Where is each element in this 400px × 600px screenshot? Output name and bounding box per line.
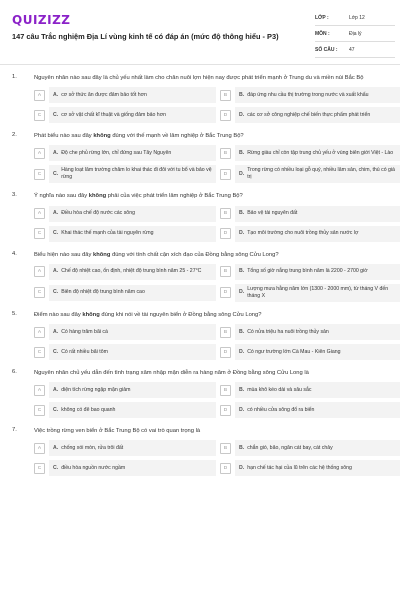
option-letter-badge[interactable]: D <box>220 228 231 239</box>
question-item <box>0 251 400 302</box>
option-box[interactable] <box>235 226 400 242</box>
option-text: chống xói mòn, rửa trôi đất <box>61 444 124 451</box>
option-box[interactable] <box>49 460 216 476</box>
option-letter: B. <box>239 268 245 275</box>
option-box[interactable] <box>235 107 400 123</box>
question-list <box>0 74 400 485</box>
meta-row-grade <box>315 10 395 26</box>
option-letter: B. <box>239 210 245 217</box>
option-text: hạn chế tác hại của lũ trên các hệ thống sông <box>247 464 352 471</box>
option-box[interactable] <box>49 344 216 360</box>
question-text <box>34 74 390 82</box>
answer-option[interactable] <box>220 440 400 456</box>
option-text: có nhiều cửa sông đổ ra biển <box>247 406 315 413</box>
question-item <box>0 311 400 360</box>
option-letter-badge[interactable]: B <box>220 327 231 338</box>
option-box[interactable] <box>49 382 216 398</box>
option-letter: A. <box>53 444 59 451</box>
option-box[interactable] <box>49 165 216 183</box>
question-number: 4. <box>12 250 17 257</box>
answer-option[interactable] <box>34 460 216 476</box>
option-letter: D. <box>239 111 245 118</box>
option-text: Lượng mưa hằng năm lớn (1300 - 2000 mm), từ tháng V đến tháng X <box>247 285 389 299</box>
question-text-part: Việc trồng rừng ven biển ở Bắc Trung Bộ có vai trò quan trọng là <box>34 428 201 435</box>
option-letter-badge[interactable]: A <box>34 90 45 101</box>
option-letter-badge[interactable]: D <box>220 169 231 180</box>
option-letter-badge[interactable]: B <box>220 443 231 454</box>
answer-options <box>0 264 400 302</box>
option-letter: B. <box>239 386 245 393</box>
option-letter-badge[interactable]: B <box>220 90 231 101</box>
answer-option[interactable] <box>34 264 216 280</box>
question-text <box>34 311 390 319</box>
option-letter: D. <box>239 170 245 177</box>
answer-option[interactable] <box>220 402 400 418</box>
option-box[interactable] <box>49 324 216 340</box>
answer-option[interactable] <box>220 165 400 183</box>
option-letter-badge[interactable]: A <box>34 443 45 454</box>
option-letter: C. <box>53 406 59 413</box>
question-emphasis: không <box>92 251 111 258</box>
option-text: Có ngư trường lớn Cà Mau - Kiên Giang <box>247 348 341 355</box>
option-letter-badge[interactable]: D <box>220 463 231 474</box>
question-text <box>34 427 390 435</box>
option-letter-badge[interactable]: C <box>34 287 45 298</box>
worksheet-header <box>0 0 400 62</box>
option-text: Trong rừng có nhiều loại gỗ quý, nhiều lâm sản, chim, thú có giá trị <box>247 167 395 181</box>
answer-option[interactable] <box>34 206 216 222</box>
option-box[interactable] <box>235 165 400 183</box>
option-text: Điều hòa chế độ nước các sông <box>61 210 135 217</box>
question-text <box>34 251 390 259</box>
question-emphasis: không <box>88 193 107 200</box>
answer-options <box>0 206 400 242</box>
option-box[interactable] <box>235 284 400 302</box>
option-box[interactable] <box>235 324 400 340</box>
option-letter-badge[interactable]: C <box>34 110 45 121</box>
question-emphasis: không <box>93 133 111 140</box>
answer-options <box>0 324 400 360</box>
question-header <box>0 132 400 140</box>
option-text: không có đê bao quanh <box>61 406 116 413</box>
question-text-part: Nguyên nhân chủ yếu dẫn đến tình trạng xâm nhập mặn diễn ra hàng năm ở Đồng bằng sông Cửu Long là <box>34 370 309 377</box>
question-text-part: đúng với thế mạnh về lâm nghiệp ở Bắc Trung Bộ? <box>110 133 244 140</box>
option-letter: B. <box>239 328 245 335</box>
question-text-part: Nguyên nhân nào sau đây là chủ yếu nhất làm cho chăn nuôi lợn hiện nay được phát triển mạnh ở Trung du và miền núi Bắc Bộ <box>34 75 364 81</box>
meta-value: Lớp 12 <box>349 14 365 21</box>
answer-option[interactable] <box>34 87 216 103</box>
option-letter-badge[interactable]: A <box>34 208 45 219</box>
question-item <box>0 369 400 418</box>
option-letter: D. <box>239 289 245 296</box>
option-letter: B. <box>239 149 245 156</box>
option-text: Biên độ nhiệt độ trung bình năm cao <box>61 289 145 296</box>
option-box[interactable] <box>235 206 400 222</box>
answer-option[interactable] <box>220 87 400 103</box>
option-box[interactable] <box>49 107 216 123</box>
option-letter: B. <box>239 91 245 98</box>
question-text <box>34 132 390 140</box>
option-letter: C. <box>53 230 59 237</box>
option-letter-badge[interactable]: A <box>34 385 45 396</box>
meta-value: 47 <box>349 46 355 53</box>
question-header <box>0 369 400 377</box>
question-number: 6. <box>12 369 17 376</box>
quizizz-logo: QUIZIZZ <box>12 13 71 27</box>
question-item <box>0 427 400 476</box>
answer-option[interactable] <box>34 284 216 302</box>
option-letter: B. <box>239 444 245 451</box>
worksheet-title: 147 câu Trắc nghiệm Địa Lí vùng kinh tế có đáp án (mức độ thông hiểu - P3) <box>12 32 279 41</box>
question-number: 7. <box>12 427 17 434</box>
option-text: Hàng loạt lâm trường chăm lo khai thác đi đôi với tu bổ và bảo vệ rừng <box>61 167 212 181</box>
question-text-part: Biểu hiện nào sau đây <box>34 251 93 258</box>
option-box[interactable] <box>49 206 216 222</box>
option-box[interactable] <box>235 402 400 418</box>
meta-label: SỐ CÂU : <box>315 46 338 53</box>
option-letter-badge[interactable]: C <box>34 347 45 358</box>
option-text: diện tích rừng ngập mặn giảm <box>61 386 131 393</box>
option-text: Khai thác thế mạnh của tài nguyên rừng <box>61 230 154 237</box>
option-text: Rừng giàu chỉ còn tập trung chủ yếu ở vùng biên giới Việt - Lào <box>247 149 394 156</box>
option-letter: C. <box>53 170 59 177</box>
option-box[interactable] <box>235 344 400 360</box>
question-number: 2. <box>12 132 17 139</box>
answer-options <box>0 382 400 418</box>
option-letter: A. <box>53 149 59 156</box>
answer-option[interactable] <box>34 402 216 418</box>
answer-option[interactable] <box>34 107 216 123</box>
answer-option[interactable] <box>220 107 400 123</box>
option-letter: D. <box>239 348 245 355</box>
option-letter: D. <box>239 464 245 471</box>
option-box[interactable] <box>49 226 216 242</box>
option-letter-badge[interactable]: D <box>220 287 231 298</box>
option-letter-badge[interactable]: C <box>34 169 45 180</box>
question-text-part: Điểm nào sau đây <box>34 311 83 318</box>
meta-value: Địa lý <box>349 30 362 37</box>
answer-option[interactable] <box>220 226 400 242</box>
answer-option[interactable] <box>220 206 400 222</box>
question-number: 5. <box>12 310 17 317</box>
option-letter-badge[interactable]: A <box>34 266 45 277</box>
question-text-part: phải của việc phát triển lâm nghiệp ở Bắc Trung Bộ? <box>106 193 243 200</box>
option-letter-badge[interactable]: C <box>34 463 45 474</box>
option-box[interactable] <box>49 402 216 418</box>
option-letter-badge[interactable]: A <box>34 327 45 338</box>
option-text: Có nửa triệu ha nuôi trồng thủy sản <box>247 328 329 335</box>
option-letter-badge[interactable]: D <box>220 347 231 358</box>
meta-row-subject <box>315 26 395 42</box>
option-box[interactable] <box>235 382 400 398</box>
option-box[interactable] <box>235 264 400 280</box>
option-letter: C. <box>53 348 59 355</box>
option-letter-badge[interactable]: B <box>220 148 231 159</box>
option-text: cơ sở thức ăn được đảm bảo tốt hơn <box>61 91 147 98</box>
question-text-part: Phát biểu nào sau đây <box>34 133 94 140</box>
option-box[interactable] <box>235 460 400 476</box>
option-text: Tổng số giờ nắng trung bình năm là 2200 - 2700 giờ <box>247 268 368 275</box>
answer-option[interactable] <box>34 382 216 398</box>
answer-option[interactable] <box>220 284 400 302</box>
header-divider <box>0 64 400 65</box>
answer-option[interactable] <box>34 344 216 360</box>
option-box[interactable] <box>49 440 216 456</box>
question-text-part: đúng với tính chất cận xích đạo của Đồng bằng sông Cửu Long? <box>110 251 279 258</box>
question-header <box>0 74 400 82</box>
question-number: 3. <box>12 192 17 199</box>
option-letter-badge[interactable]: B <box>220 208 231 219</box>
question-text <box>34 369 390 377</box>
option-letter-badge[interactable]: D <box>220 405 231 416</box>
answer-options <box>0 87 400 123</box>
question-text-part: đúng khi nói về tài nguyên biển ở Đồng bằng sông Cửu Long? <box>99 311 262 318</box>
question-item <box>0 132 400 183</box>
option-text: Bảo vệ tài nguyên đất <box>247 210 298 217</box>
answer-option[interactable] <box>220 344 400 360</box>
option-letter-badge[interactable]: D <box>220 110 231 121</box>
option-letter: C. <box>53 289 59 296</box>
answer-option[interactable] <box>34 440 216 456</box>
option-box[interactable] <box>49 87 216 103</box>
question-text-part: Ý nghĩa nào sau đây <box>34 193 89 200</box>
option-letter: A. <box>53 268 59 275</box>
answer-option[interactable] <box>220 324 400 340</box>
answer-options <box>0 145 400 183</box>
option-letter-badge[interactable]: C <box>34 405 45 416</box>
option-box[interactable] <box>49 264 216 280</box>
meta-table <box>315 10 395 58</box>
option-text: điều hòa nguồn nước ngầm <box>61 464 126 471</box>
option-box[interactable] <box>235 87 400 103</box>
option-letter: A. <box>53 91 59 98</box>
question-number: 1. <box>12 74 17 80</box>
answer-option[interactable] <box>34 324 216 340</box>
option-text: các cơ sở công nghiệp chế biến thực phẩm phát triển <box>247 111 371 118</box>
question-header <box>0 427 400 435</box>
question-emphasis: không <box>82 311 100 318</box>
option-letter: D. <box>239 406 245 413</box>
question-header <box>0 251 400 259</box>
answer-options <box>0 440 400 476</box>
option-text: Tạo môi trường cho nuôi trồng thủy sản nước lợ <box>247 230 359 237</box>
option-text: Chế độ nhiệt cao, ổn định, nhiệt độ trung bình năm 25 - 27°C <box>61 268 202 275</box>
option-letter: A. <box>53 386 59 393</box>
answer-option[interactable] <box>220 382 400 398</box>
option-text: cơ sở vật chất kĩ thuật và giống đảm bảo hơn <box>61 111 166 118</box>
option-box[interactable] <box>235 145 400 161</box>
option-box[interactable] <box>49 285 216 301</box>
question-header <box>0 192 400 200</box>
option-box[interactable] <box>49 145 216 161</box>
meta-row-count <box>315 42 395 58</box>
answer-option[interactable] <box>34 226 216 242</box>
option-letter: D. <box>239 230 245 237</box>
option-text: Có hàng trăm bãi cá <box>61 328 108 335</box>
answer-option[interactable] <box>34 145 216 161</box>
option-text: Có rất nhiều bãi tôm <box>61 348 108 355</box>
answer-option[interactable] <box>34 165 216 183</box>
option-letter: C. <box>53 111 59 118</box>
option-text: mùa khô kéo dài và sâu sắc <box>247 386 312 393</box>
option-letter: A. <box>53 210 59 217</box>
option-letter: A. <box>53 328 59 335</box>
option-text: Độ che phủ rừng lớn, chỉ đứng sau Tây Nguyên <box>61 149 172 156</box>
question-header <box>0 311 400 319</box>
option-letter-badge[interactable]: C <box>34 228 45 239</box>
option-text: đáp ứng nhu cầu thị trường trong nước và xuất khẩu <box>247 91 369 98</box>
question-item <box>0 192 400 241</box>
option-letter-badge[interactable]: B <box>220 385 231 396</box>
option-box[interactable] <box>235 440 400 456</box>
option-text: chắn gió, bão, ngăn cát bay, cát chảy <box>247 444 333 451</box>
meta-label: MÔN : <box>315 30 330 37</box>
answer-option[interactable] <box>220 460 400 476</box>
meta-label: LỚP : <box>315 14 329 21</box>
answer-option[interactable] <box>220 145 400 161</box>
question-text <box>34 192 390 200</box>
question-item <box>0 74 400 123</box>
answer-option[interactable] <box>220 264 400 280</box>
option-letter-badge[interactable]: B <box>220 266 231 277</box>
option-letter-badge[interactable]: A <box>34 148 45 159</box>
option-letter: C. <box>53 464 59 471</box>
